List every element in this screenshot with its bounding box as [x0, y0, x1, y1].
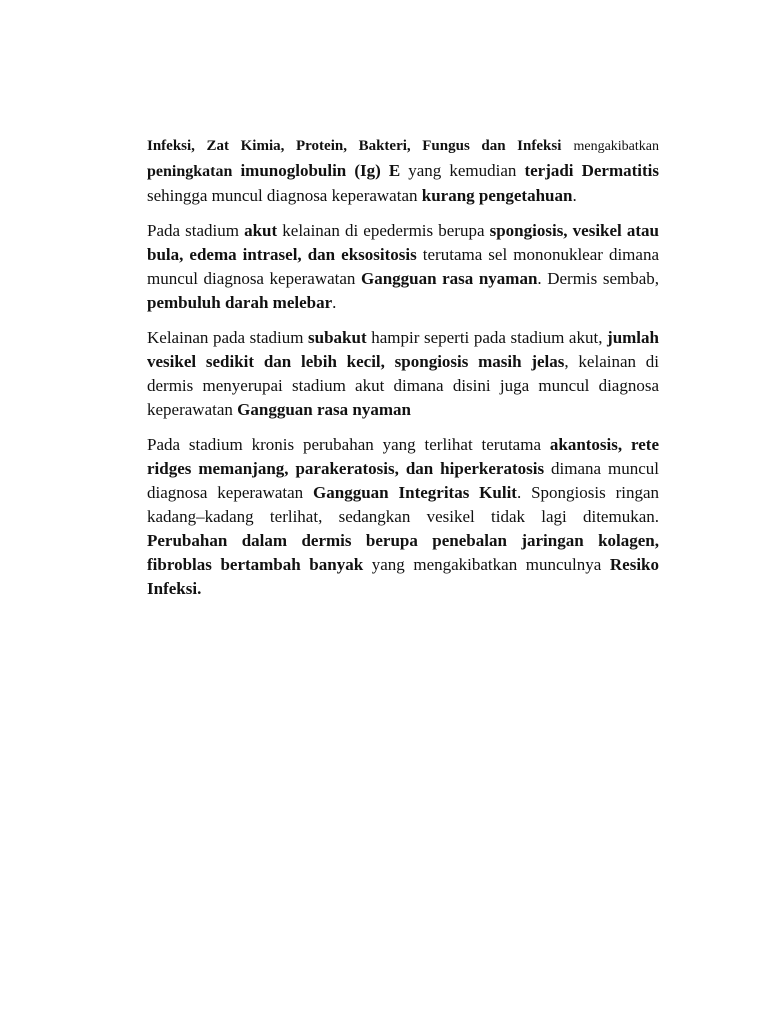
- text-run: .: [572, 186, 577, 205]
- paragraph-1: [147, 133, 659, 208]
- bold-text-run: Infeksi, Zat Kimia, Protein, Bakteri, Fungus dan Infeksi: [147, 138, 562, 154]
- bold-text-run: akantosis, rete ridges memanjang, parakeratosis, dan hiperkeratosis: [147, 435, 659, 478]
- text-run: yang mengakibatkan munculnya: [363, 555, 610, 574]
- bold-text-run: terjadi Dermatitis: [524, 161, 659, 180]
- text-run: Pada stadium kronis perubahan yang terlihat terutama: [147, 435, 550, 454]
- text-run: Pada stadium: [147, 221, 245, 240]
- text-run: .: [332, 293, 337, 312]
- text-run: mengakibatkan: [573, 139, 659, 154]
- text-run: kelainan di epedermis berupa: [277, 221, 490, 240]
- text-run: terutama sel mononuklear dimana muncul diagnosa keperawatan: [147, 245, 659, 288]
- bold-text-run: Gangguan rasa nyaman: [360, 269, 538, 288]
- text-run: hampir seperti pada stadium akut,: [366, 328, 608, 347]
- bold-text-run: imunoglobulin (Ig) E: [240, 161, 401, 180]
- bold-text-run: spongiosis, vesikel atau bula, edema intrasel, dan eksositosis: [147, 221, 659, 264]
- text-run: dimana muncul diagnosa keperawatan: [147, 459, 660, 502]
- bold-text-run: Gangguan rasa nyaman: [237, 400, 411, 419]
- bold-text-run: pembuluh darah melebar: [147, 293, 333, 312]
- bold-text-run: Resiko Infeksi.: [147, 555, 659, 598]
- bold-text-run: akut: [244, 221, 278, 240]
- text-run: Kelainan pada stadium: [147, 328, 309, 347]
- bold-text-run: Gangguan Integritas Kulit: [313, 483, 517, 502]
- text-run: yang kemudian: [400, 161, 525, 180]
- text-run: . Spongiosis ringan kadang–kadang terlihat, sedangkan vesikel tidak lagi ditemukan.: [147, 483, 659, 526]
- text-run: [561, 135, 573, 154]
- text-run: , kelainan di dermis menyerupai stadium akut dimana disini juga muncul diagnosa keperawatan: [147, 352, 659, 419]
- paragraph-3: [147, 326, 659, 422]
- bold-text-run: peningkatan: [147, 163, 233, 180]
- text-run: sehingga muncul diagnosa keperawatan: [147, 186, 422, 205]
- text-run: . Dermis sembab,: [537, 269, 660, 288]
- bold-text-run: subakut: [308, 328, 367, 347]
- paragraph-2: [147, 219, 659, 315]
- document-body: [147, 133, 659, 612]
- bold-text-run: Perubahan dalam dermis berupa penebalan jaringan kolagen, fibroblas bertambah banyak: [147, 531, 659, 574]
- paragraph-4: [147, 433, 659, 601]
- bold-text-run: jumlah vesikel sedikit dan lebih kecil, spongiosis masih jelas: [147, 328, 659, 371]
- bold-text-run: kurang pengetahuan: [421, 186, 573, 205]
